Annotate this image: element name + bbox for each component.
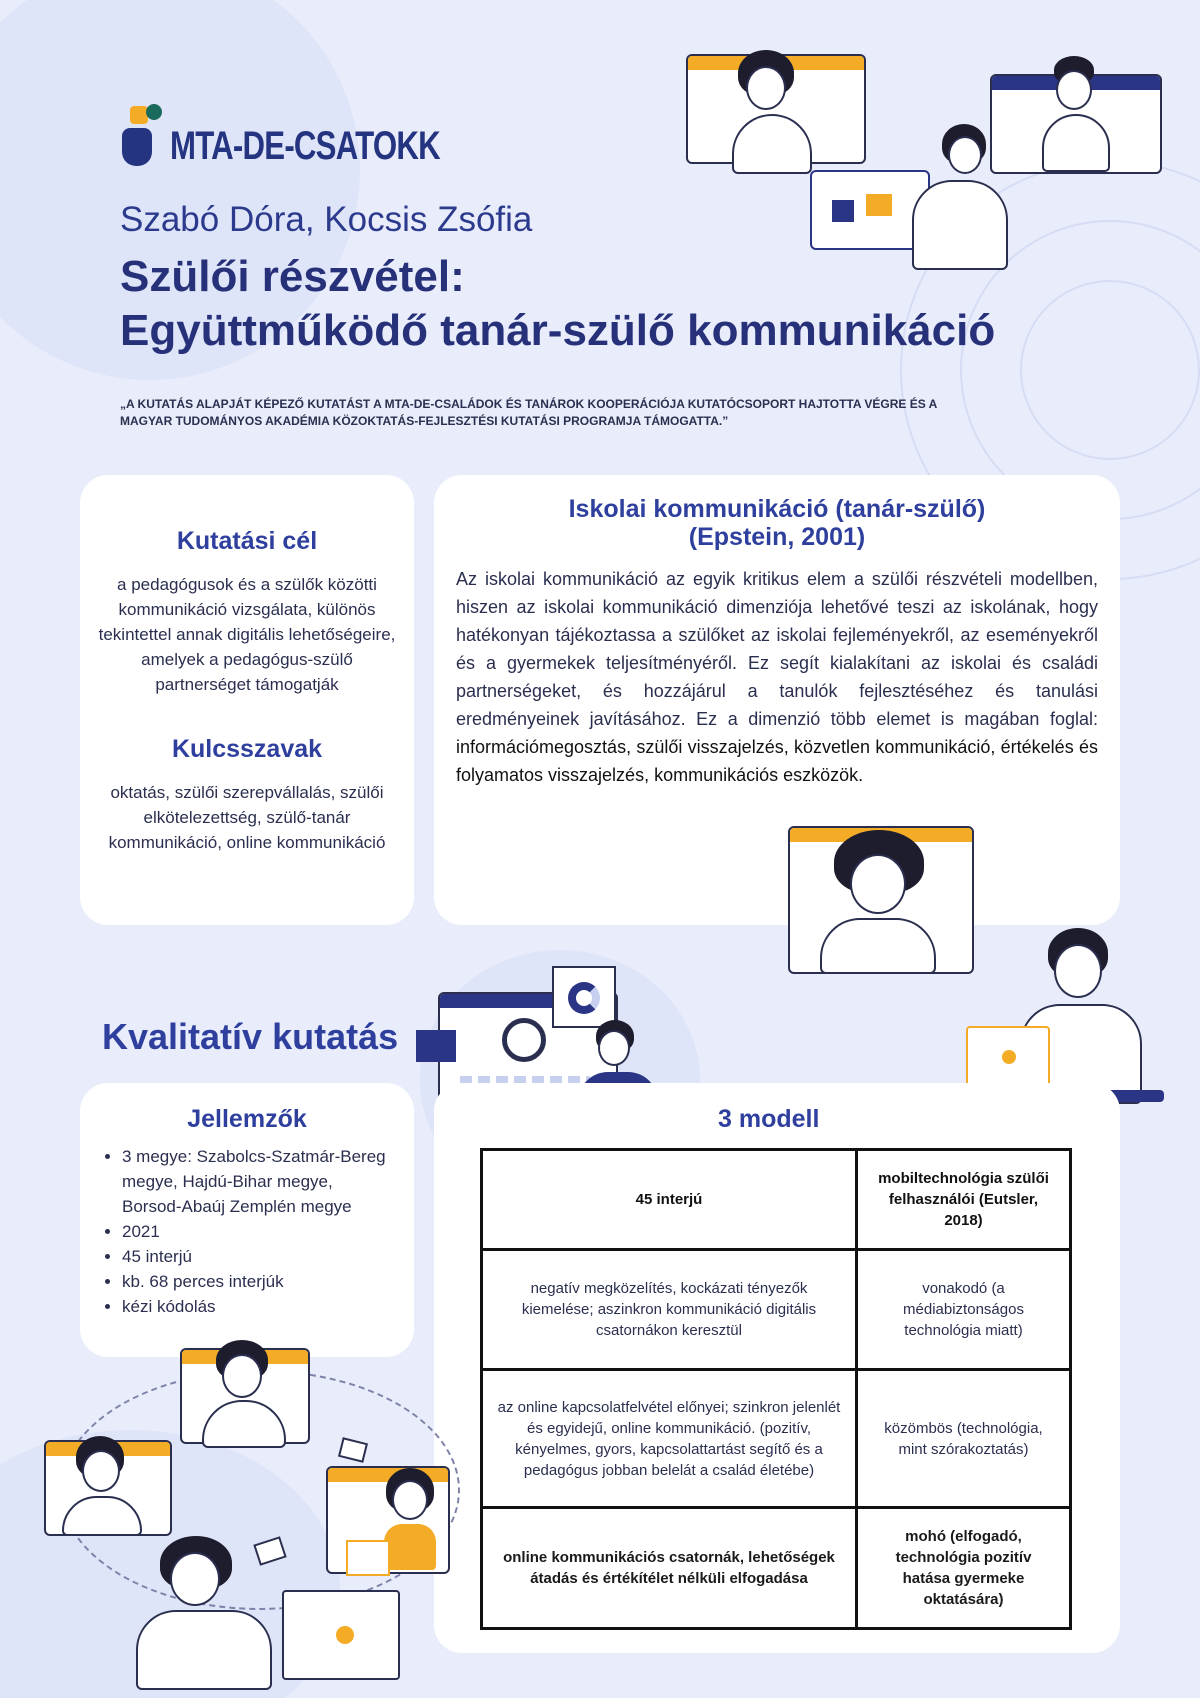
table-cell: közömbös (technológia, mint szórakoztatás): [857, 1370, 1071, 1508]
list-item: • kézi kódolás: [122, 1294, 390, 1319]
communication-highlight: információmegosztás, szülői visszajelzés, közvetlen kommunikáció, értékelés és folyamatos visszajelzés, kommunikációs eszközök.: [456, 737, 1098, 785]
logo-mark-icon: [120, 100, 168, 166]
table-row: [482, 1508, 1071, 1629]
background-contour: [1020, 280, 1200, 460]
communication-heading-line-2: (Epstein, 2001): [688, 523, 866, 551]
logo-text: MTA-DE-CSATOKK: [170, 124, 440, 168]
logo: [120, 100, 516, 166]
table-row: [482, 1250, 1071, 1370]
keywords-heading: Kulcsszavak: [171, 735, 323, 763]
aim-text: a pedagógusok és a szülők közötti kommunikáció vizsgálata, különös tekintettel annak digitális lehetőségeire, amelyek a pedagógus-szülő partnerséget támogatják: [98, 575, 396, 694]
features-list: [104, 1144, 390, 1319]
communication-body: Az iskolai kommunikáció az egyik kritikus elem a szülői részvételi modellben, hiszen az iskolai kommunikáció dimenziója lehetővé teszi az iskolának, hogy hatékonyan tájékoztassa a szülőket az iskolai fejleményekről, az eseményekről és a gyermekek teljesítményéről. Ez segít kialakítani az iskolai és családi partnerségeket, és hozzájárul a tanulók fejlesztéséhez és tanulási eredményeinek javításához. Ez a dimenzió több elemet is magában foglal:: [456, 569, 1098, 729]
list-item: • kb. 68 perces interjúk: [122, 1269, 390, 1294]
communication-heading-line-1: Iskolai kommunikáció (tanár-szülő): [568, 495, 986, 523]
table-cell: az online kapcsolatfelvétel előnyei; szinkron jelenlét és egyidejű, online kommunikáció. (pozitív, kényelmes, gyors, kapcsolattartást segítő és a pedagógus jobban belelát a család életébe): [482, 1370, 857, 1508]
table-header-row: [482, 1150, 1071, 1250]
table-row: [482, 1370, 1071, 1508]
funding-note: „A KUTATÁS ALAPJÁT KÉPEZŐ KUTATÁST A MTA-DE-CSALÁDOK ÉS TANÁROK KOOPERÁCIÓJA KUTATÓCSOPORT HAJTOTTA VÉGRE ÉS A MAGYAR TUDOMÁNYOS AKADÉMIA KÖZOKTATÁS-FEJLESZTÉSI KUTATÁSI PROGRAMJA TÁMOGATTA.”: [120, 397, 937, 428]
title-line-1: Szülői részvétel:: [120, 252, 465, 301]
list-item: • 3 megye: Szabolcs-Szatmár-Bereg megye, Hajdú-Bihar megye, Borsod-Abaúj Zemplén megye: [122, 1144, 390, 1219]
video-call-illustration: [680, 50, 1170, 280]
authors: Szabó Dóra, Kocsis Zsófia: [120, 200, 533, 239]
table-header-cell: 45 interjú: [482, 1150, 857, 1250]
table-cell: negatív megközelítés, kockázati tényezők kiemelése; aszinkron kommunikáció digitális csatornákon keresztül: [482, 1250, 857, 1370]
features-heading: Jellemzők: [187, 1105, 307, 1133]
table-cell: vonakodó (a médiabiztonságos technológia miatt): [857, 1250, 1071, 1370]
models-heading: 3 modell: [718, 1105, 820, 1133]
features-card: [80, 1083, 414, 1357]
list-item: • 45 interjú: [122, 1244, 390, 1269]
table-header-cell: mobiltechnológia szülői felhasználói (Eutsler, 2018): [857, 1150, 1071, 1250]
table-cell: online kommunikációs csatornák, lehetőségek átadás és értékítélet nélküli elfogadása: [482, 1508, 857, 1629]
models-table: [480, 1148, 1072, 1630]
aim-heading: Kutatási cél: [176, 527, 318, 555]
messaging-illustration: [40, 1340, 480, 1690]
models-card: [434, 1083, 1120, 1653]
list-item: • 2021: [122, 1219, 390, 1244]
communication-text: [456, 565, 1098, 789]
title-line-2: Együttműködő tanár-szülő kommunikáció: [120, 306, 996, 355]
keywords-text: oktatás, szülői szerepvállalás, szülői elkötelezettség, szülő-tanár kommunikáció, online kommunikáció: [108, 783, 386, 852]
communication-heading: [456, 495, 1098, 551]
table-cell: mohó (elfogadó, technológia pozitív hatása gyermeke oktatására): [857, 1508, 1071, 1629]
research-aim-card: [80, 475, 414, 925]
qualitative-heading: Kvalitatív kutatás: [102, 1016, 399, 1057]
